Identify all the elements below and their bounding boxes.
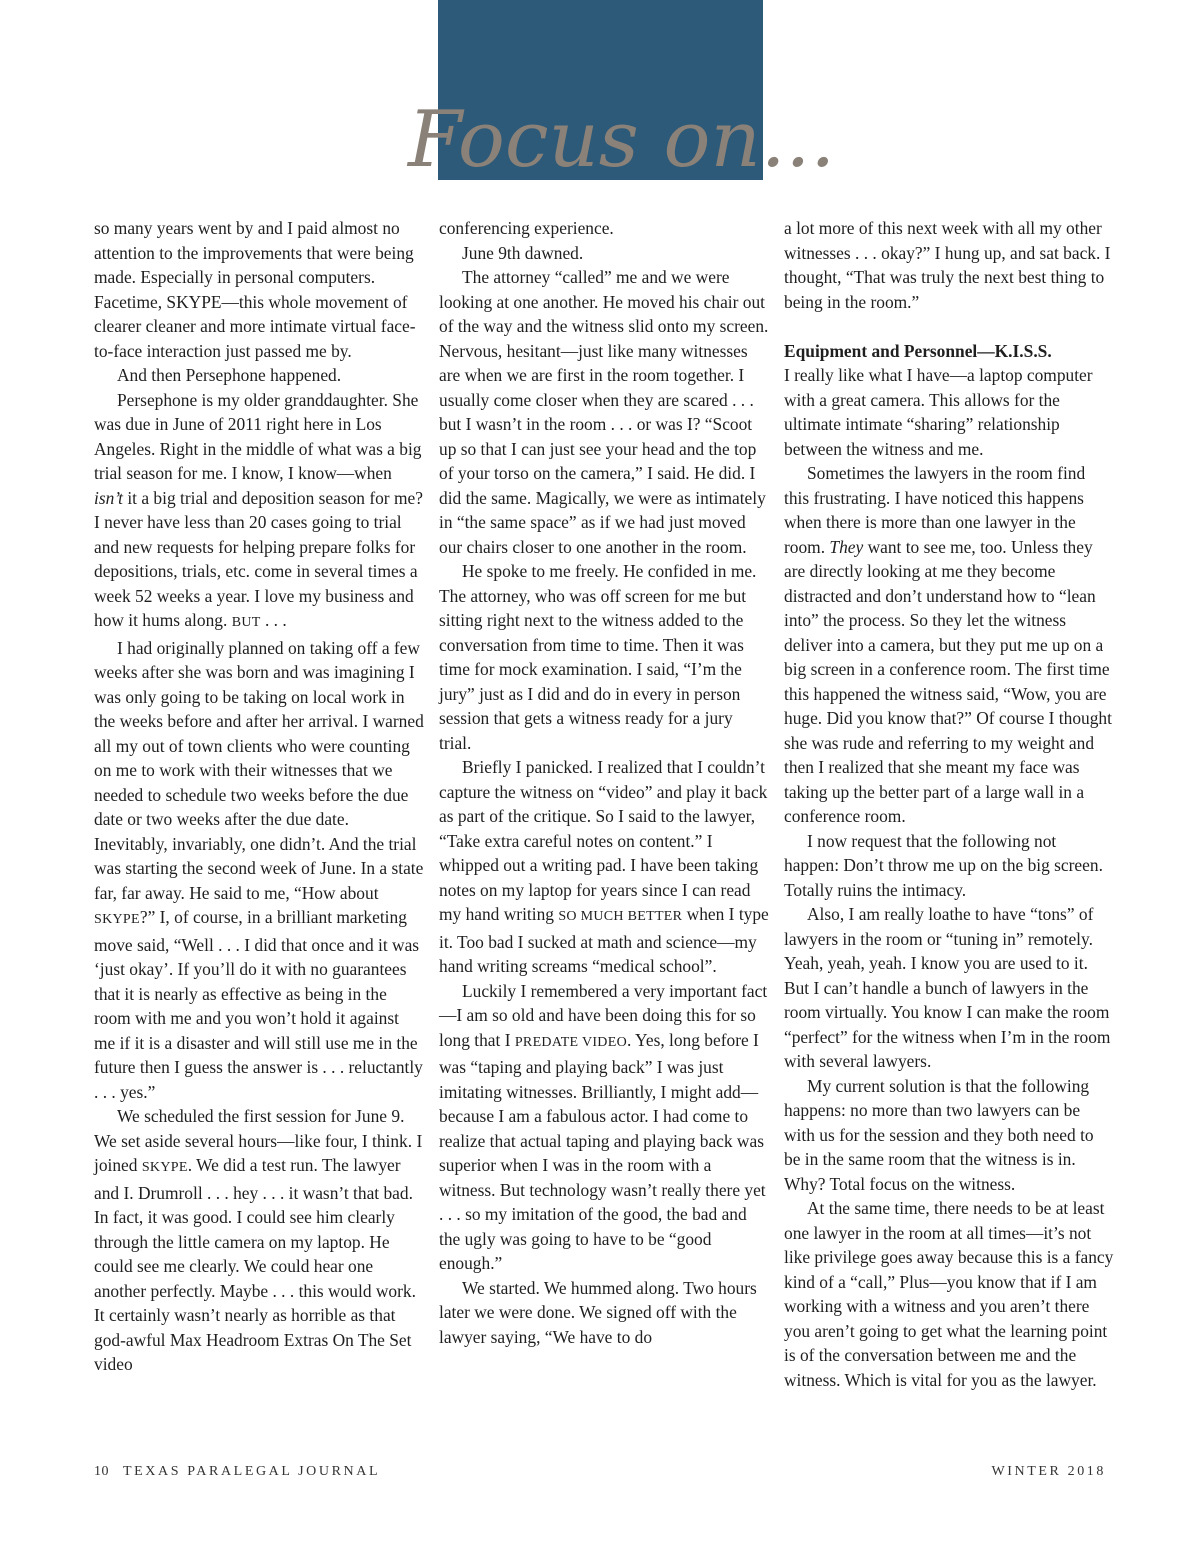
publication-name: TEXAS PARALEGAL JOURNAL xyxy=(123,1464,381,1479)
paragraph: He spoke to me freely. He confided in me. The attorney, who was off screen for me but sitting right next to the witness added to the conversation from time to time. Then it was time for mock examination. I said, “I’m the jury” just as I did and do in every in person session that gets a witness ready for a jury trial. xyxy=(439,561,757,753)
paragraph: My current solution is that the following happens: no more than two lawyers can be with us for the session and they both need to be in the same room that the witness is in. Why? Total focus on the witness. xyxy=(784,1075,1094,1194)
paragraph: And then Persephone happened. xyxy=(117,365,342,385)
page-number: 10 xyxy=(94,1464,109,1479)
footer-left xyxy=(94,1464,380,1480)
small-caps: SKYPE xyxy=(94,912,140,927)
small-caps: SO MUCH BETTER xyxy=(558,909,683,924)
small-caps: SKYPE xyxy=(141,1160,188,1175)
paragraph: We started. We hummed along. Two hours later we were done. We signed off with the lawyer saying, “We have to do xyxy=(439,1277,757,1347)
paragraph: We scheduled the first session for June 9. We set aside several hours—like four, I think. I joined SKYPE. We did a test run. The lawyer and I. Drumroll . . . hey . . . it wasn’t that bad. In fact, it was good. I could see him clearly through the little camera on my laptop. He could see me clearly. We could hear one another perfectly. Maybe . . . this would work. It certainly wasn’t nearly as horrible as that god-awful Max Headroom Extras On The Set video xyxy=(94,1106,423,1374)
paragraph: Persephone is my older granddaughter. She was due in June of 2011 right here in Los Angeles. Right in the middle of what was a big trial season for me. I know, I know—when isn’t it a big trial and deposition season for me? I never have less than 20 cases going to trial and new requests for helping prepare folks for depositions, trials, etc. come in several times a week 52 weeks a year. I love my business and how it hums along. BUT . . . xyxy=(94,389,423,630)
article-column-1 xyxy=(94,216,424,1377)
paragraph: a lot more of this next week with all my other witnesses . . . okay?” I hung up, and sat back. I thought, “That was truly the next best thing to being in the room.” xyxy=(784,218,1111,312)
paragraph: I really like what I have—a laptop computer with a great camera. This allows for the ultimate intimate “sharing” relationship between the witness and me. xyxy=(784,365,1093,459)
article-column-3 xyxy=(784,216,1114,1392)
article-column-2 xyxy=(439,216,769,1349)
paragraph: Also, I am really loathe to have “tons” of lawyers in the room or “tuning in” remotely. Yeah, yeah, yeah. I know you are used to it. But I can’t handle a bunch of lawyers in the room virtually. You know I can make the room “perfect” for the witness when I’m in the room with several lawyers. xyxy=(784,904,1111,1071)
emphasis: They xyxy=(829,536,864,557)
paragraph: The attorney “called” me and we were looking at one another. He moved his chair out of the way and the witness slid onto my screen. Nervous, hesitant—just like many witnesses are when we are first in the room together. I usually come closer when they are scared . . . but I wasn’t in the room . . . or was I? “Scoot up so that I can just see your head and the top of your torso on the camera,” I said. He did. I did the same. Magically, we were as intimately in “the same space” as if we had just moved our chairs closer to one another in the room. xyxy=(439,267,769,557)
paragraph: I now request that the following not happen: Don’t throw me up on the big screen. Totally ruins the intimacy. xyxy=(784,830,1103,900)
focus-on-script-title xyxy=(398,70,836,190)
small-caps: BUT xyxy=(231,615,261,630)
emphasis: isn’t xyxy=(94,487,123,508)
paragraph: June 9th dawned. xyxy=(462,242,584,263)
paragraph: I had originally planned on taking off a few weeks after she was born and was imagining I was only going to be taking on local work in the weeks before and after her arrival. I warned all my out of town clients who were counting on me to work with their witnesses that we needed to schedule two weeks before the due date or two weeks after the due date. Inevitably, invariably, one didn’t. And the trial was starting the second week of June. In a state far, far away. He said to me, “How about SKYPE?” I, of course, in a brilliant marketing move said, “Well . . . I did that once and it was ‘just okay’. If you’ll do it with no guarantees that it is nearly as effective as being in the room with me and you won’t hold it against me if it is a disaster and will still use me in the future then I guess the answer is . . . reluctantly . . . yes.” xyxy=(94,637,424,1102)
paragraph: so many years went by and I paid almost no attention to the improvements that were being made. Especially in personal computers. Facetime, SKYPE—this whole movement of clearer cleaner and more intimate virtual face-to-face interaction just passed me by. xyxy=(94,218,416,361)
paragraph: At the same time, there needs to be at least one lawyer in the room at all times—it’s not like privilege goes away because this is a fancy kind of a “call,” Plus—you know that if I am working with a witness and you aren’t there you aren’t going to get what the learning point is of the conversation between me and the witness. Which is vital for you as the lawyer. xyxy=(784,1198,1114,1390)
section-heading: Equipment and Personnel—K.I.S.S. xyxy=(784,340,1052,361)
paragraph: Sometimes the lawyers in the room find this frustrating. I have noticed this happens when there is more than one lawyer in the room. They want to see me, too. Unless they are directly looking at me they become distracted and don’t understand how to “lean into” the process. So they let the witness deliver into a camera, but they put me up on a big screen in a conference room. The first time this happened the witness said, “Wow, you are huge. Did you know that?” Of course I thought she was rude and referring to my weight and then I realized that she meant my face was taking up the better part of a large wall in a conference room. xyxy=(784,463,1112,826)
paragraph: conferencing experience. xyxy=(439,218,614,238)
paragraph: Briefly I panicked. I realized that I couldn’t capture the witness on “video” and play it back as part of the critique. So I said to the lawyer, “Take extra careful notes on content.” I whipped out a writing pad. I have been taking notes on my laptop for years since I can read my hand writing SO MUCH BETTER when I type it. Too bad I sucked at math and science—my hand writing screams “medical school”. xyxy=(439,757,769,976)
paragraph: Luckily I remembered a very important fact—I am so old and have been doing this for so long that I PREDATE VIDEO. Yes, long before I was “taping and playing back” I was just imitating witnesses. Brilliantly, I might add—because I am a fabulous actor. I had come to realize that actual taping and playing back was superior when I was in the room with a witness. But technology wasn’t really there yet . . . so my imitation of the good, the bad and the ugly was going to have to be “good enough.” xyxy=(439,980,768,1273)
issue-date: WINTER 2018 xyxy=(991,1464,1106,1479)
focus-on-title-text: Focus on... xyxy=(408,95,836,185)
small-caps: PREDATE VIDEO xyxy=(514,1034,627,1050)
